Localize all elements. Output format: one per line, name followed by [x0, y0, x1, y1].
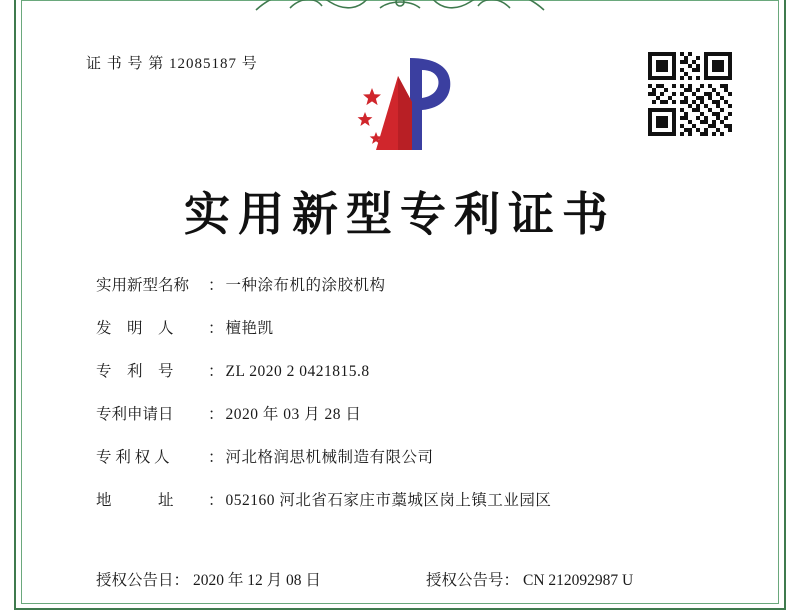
field-application-date — [96, 405, 720, 426]
field-value-address: 052160 河北省石家庄市藁城区岗上镇工业园区 — [225, 491, 552, 509]
field-patentee — [96, 448, 720, 469]
field-value-grant-number: CN 212092987 U — [523, 572, 634, 589]
field-colon: ： — [208, 491, 224, 509]
ornamental-top-band — [250, 0, 550, 12]
field-label-application-date: 专利申请日 — [96, 405, 174, 423]
qr-code — [648, 52, 732, 136]
certificate-number: 证 书 号 第 12085187 号 — [86, 56, 258, 72]
field-colon: ： — [208, 319, 224, 337]
field-grant-date — [96, 568, 426, 590]
field-value-grant-date: 2020 年 12 月 08 日 — [193, 572, 321, 589]
field-colon: ： — [208, 277, 224, 294]
field-label-utility-model-name: 实用新型名称 — [96, 277, 190, 294]
field-list — [96, 276, 720, 534]
field-value-utility-model-name: 一种涂布机的涂胶机构 — [225, 277, 386, 294]
field-address — [96, 491, 720, 512]
footer-row — [96, 568, 740, 590]
field-label-inventor: 发 明 人 — [96, 319, 174, 337]
field-inventor — [96, 319, 720, 340]
page-title: 实用新型专利证书 — [184, 187, 616, 241]
field-value-inventor: 檀艳凯 — [225, 319, 274, 337]
field-label-address: 地 址 — [96, 491, 174, 509]
field-colon: ： — [208, 362, 224, 380]
patent-emblem-icon — [352, 50, 462, 160]
field-grant-number — [426, 568, 740, 590]
field-value-patentee: 河北格润思机械制造有限公司 — [225, 448, 434, 466]
field-colon: ： — [208, 405, 224, 423]
field-label-grant-number: 授权公告号： — [426, 572, 520, 589]
field-value-application-date: 2020 年 03 月 28 日 — [225, 405, 362, 423]
field-utility-model-name — [96, 276, 720, 297]
field-label-patentee: 专 利 权 人 — [96, 448, 170, 466]
field-label-patent-number: 专 利 号 — [96, 362, 174, 380]
field-colon: ： — [208, 448, 224, 466]
field-label-grant-date: 授权公告日： — [96, 572, 190, 589]
field-value-patent-number: ZL 2020 2 0421815.8 — [225, 362, 370, 380]
field-patent-number — [96, 362, 720, 383]
